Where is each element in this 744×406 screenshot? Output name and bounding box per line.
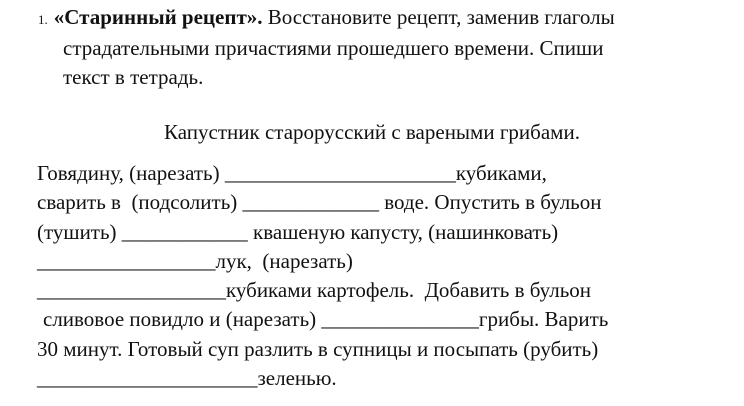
recipe-line: __________________кубиками картофель. Добавить в бульон <box>37 278 592 303</box>
task-instruction <box>38 3 738 92</box>
task-line-1 <box>38 3 738 34</box>
recipe-line: сливовое повидло и (нарезать) _______________грибы. Варить <box>43 307 609 332</box>
recipe-line: Говядину, (нарезать) ______________________кубиками, <box>37 161 547 185</box>
recipe-line: (тушить) ____________ квашеную капусту, (нашинковать) <box>37 219 559 244</box>
recipe-line: _________________лук, (нарезать) <box>37 248 353 273</box>
task-number: 1. <box>38 12 48 27</box>
recipe-line: сварить в (подсолить) _____________ воде. Опустить в бульон <box>37 190 602 215</box>
task-title: «Старинный рецепт». <box>53 5 263 29</box>
task-text-3: текст в тетрадь. <box>63 65 204 89</box>
task-text-1: Восстановите рецепт, заменив глаголы <box>262 5 615 29</box>
recipe-line: _____________________зеленью. <box>37 366 337 391</box>
recipe-text <box>37 159 737 393</box>
recipe-line: 30 минут. Готовый суп разлить в супницы и посыпать (рубить) <box>37 336 599 361</box>
recipe-heading: Капустник старорусский с вареными грибами. <box>164 120 580 144</box>
task-text-2: страдательными причастиями прошедшего времени. Спиши <box>63 36 604 60</box>
